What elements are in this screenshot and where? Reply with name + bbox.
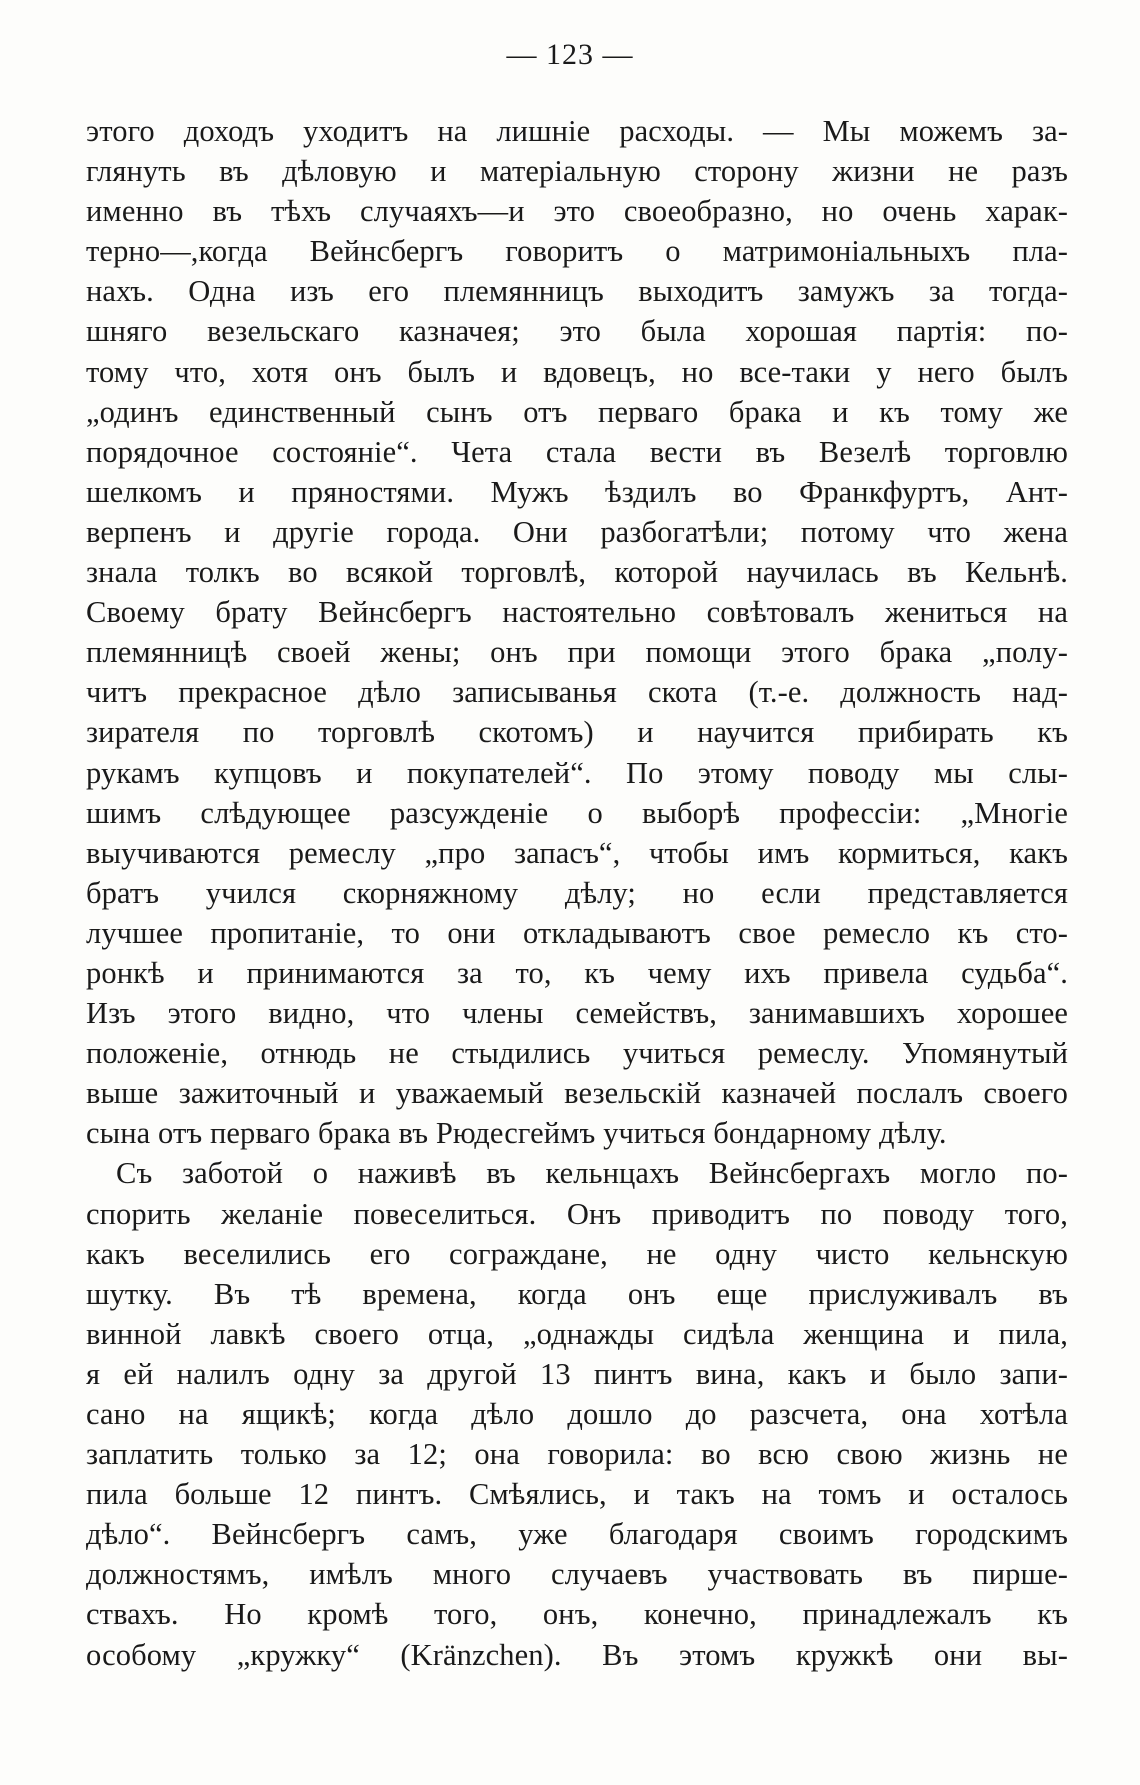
text-line: дѣло“. Вейнсбергъ самъ, уже благодаря своимъ городскимъ [86, 1517, 1068, 1552]
text-line: спорить желаніе повеселиться. Онъ приводитъ по поводу того, [86, 1196, 1068, 1231]
text-line: положеніе, отнюдь не стыдились учиться ремеслу. Упомянутый [86, 1036, 1068, 1071]
body-text [86, 111, 1068, 1675]
text-line: должностямъ, имѣлъ много случаевъ участвовать въ пирше- [86, 1557, 1068, 1592]
text-line: верпенъ и другіе города. Они разбогатѣли; потому что жена [86, 514, 1068, 549]
text-line: порядочное состояніе“. Чета стала вести въ Везелѣ торговлю [86, 434, 1068, 469]
text-line: лучшее пропитаніе, то они откладываютъ свое ремесло къ сто- [86, 915, 1068, 950]
text-line: сано на ящикѣ; когда дѣло дошло до разсчета, она хотѣла [86, 1397, 1068, 1431]
text-line: выучиваются ремеслу „про запасъ“, чтобы имъ кормиться, какъ [86, 835, 1068, 870]
text-line: ронкѣ и принимаются за то, къ чему ихъ привела судьба“. [86, 955, 1068, 990]
text-line: ствахъ. Но кромѣ того, онъ, конечно, принадлежалъ къ [86, 1597, 1068, 1632]
text-line: винной лавкѣ своего отца, „однажды сидѣла женщина и пила, [86, 1316, 1068, 1351]
text-line: сына отъ перваго брака въ Рюдесгеймъ учиться бондарному дѣлу. [86, 1116, 947, 1151]
paragraph-1 [86, 111, 1068, 1153]
text-line: заплатить только за 12; она говорила: во всю свою жизнь не [86, 1437, 1068, 1472]
text-line: „одинъ единственный сынъ отъ перваго брака и къ тому же [86, 394, 1068, 429]
text-line: именно въ тѣхъ случаяхъ—и это своеобразно, но очень харак- [86, 194, 1068, 229]
paragraph-2 [86, 1153, 1068, 1674]
text-line: глянуть въ дѣловую и матеріальную сторону жизни не разъ [86, 154, 1068, 189]
text-line: зирателя по торговлѣ скотомъ) и научится прибирать къ [86, 715, 1068, 750]
text-line: рукамъ купцовъ и покупателей“. По этому поводу мы слы- [86, 755, 1068, 790]
text-line: этого доходъ уходитъ на лишніе расходы. — Мы можемъ за- [86, 114, 1068, 148]
text-line: шимъ слѣдующее разсужденіе о выборѣ профессіи: „Многіе [86, 795, 1068, 830]
text-line: терно—,когда Вейнсбергъ говоритъ о матримоніальныхъ пла- [86, 234, 1068, 269]
text-line: читъ прекрасное дѣло записыванья скота (т.-е. должность над- [86, 675, 1068, 710]
text-line: братъ учился скорняжному дѣлу; но если представляется [86, 875, 1068, 910]
text-line: особому „кружку“ (Kränzchen). Въ этомъ кружкѣ они вы- [86, 1637, 1068, 1672]
text-line: какъ веселились его сограждане, не одну чисто кельнскую [86, 1236, 1068, 1271]
text-line: я ей налилъ одну за другой 13 пинтъ вина, какъ и было запи- [86, 1356, 1068, 1391]
text-line: племянницѣ своей жены; онъ при помощи этого брака „полу- [86, 635, 1068, 670]
text-line: Своему брату Вейнсбергъ настоятельно совѣтовалъ жениться на [86, 595, 1068, 630]
text-line: тому что, хотя онъ былъ и вдовецъ, но все-таки у него былъ [86, 354, 1068, 389]
text-line: Изъ этого видно, что члены семействъ, занимавшихъ хорошее [86, 996, 1068, 1031]
text-line: нахъ. Одна изъ его племянницъ выходитъ замужъ за тогда- [86, 274, 1068, 309]
page-number: — 123 — [506, 38, 634, 71]
text-line: выше зажиточный и уважаемый везельскій казначей послалъ своего [86, 1076, 1068, 1111]
text-line: шелкомъ и пряностями. Мужъ ѣздилъ во Франкфуртъ, Ант- [86, 474, 1068, 509]
text-line: шняго везельскаго казначея; это была хорошая партія: по- [86, 314, 1068, 349]
text-line: Съ заботой о наживѣ въ кельнцахъ Вейнсбергахъ могло по- [116, 1156, 1068, 1191]
text-line: пила больше 12 пинтъ. Смѣялись, и такъ на томъ и осталось [86, 1477, 1068, 1512]
text-line: шутку. Въ тѣ времена, когда онъ еще прислуживалъ въ [86, 1276, 1068, 1311]
text-line: знала толкъ во всякой торговлѣ, которой научилась въ Кельнѣ. [86, 555, 1068, 590]
